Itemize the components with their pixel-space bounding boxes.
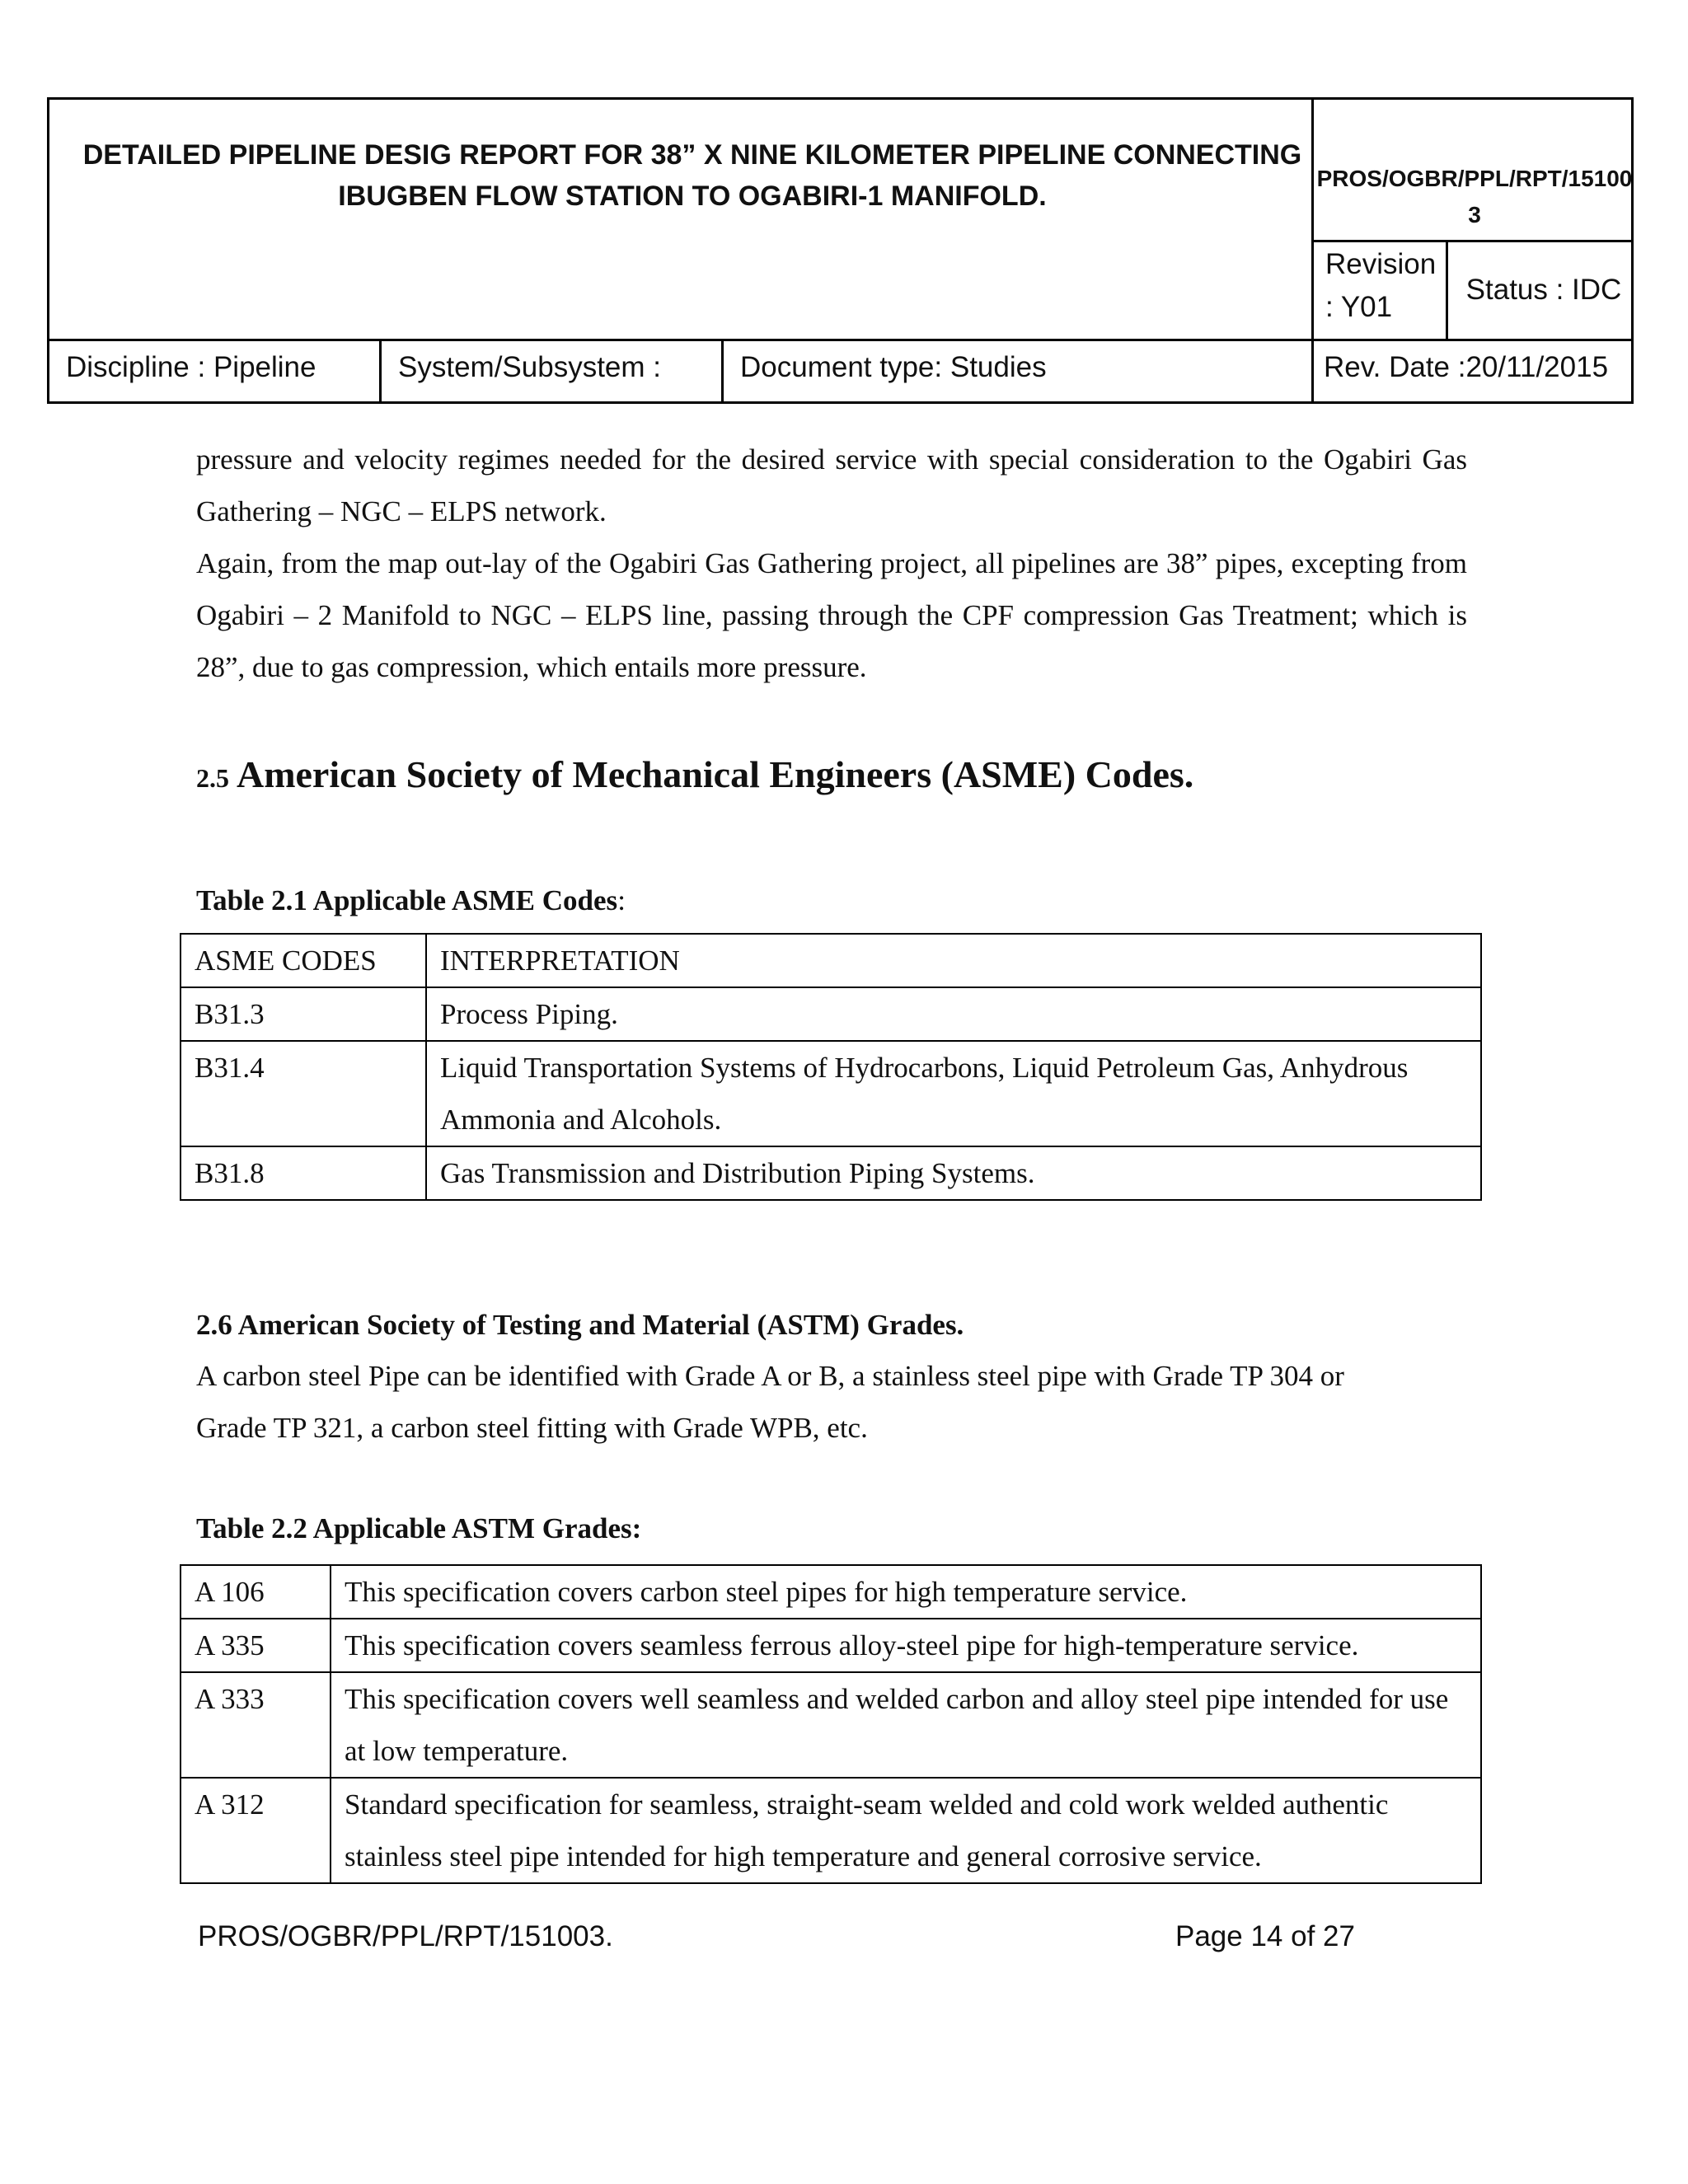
table-row <box>181 1565 1481 1619</box>
revision-date-label: Rev. Date :20/11/2015 <box>1324 351 1609 383</box>
header-divider <box>721 339 724 401</box>
header-divider <box>49 339 1631 341</box>
document-title: DETAILED PIPELINE DESIG REPORT FOR 38” X NINE KILOMETER PIPELINE CONNECTING IBUGBEN FLOW STATION TO OGABIRI-1 MANIFOLD. <box>82 139 1302 212</box>
subsystem-label: System/Subsystem : <box>398 351 661 383</box>
astm-grades-table <box>180 1564 1482 1884</box>
table-cell: B31.3 <box>181 987 426 1041</box>
header-divider <box>1311 240 1631 242</box>
table-cell: Liquid Transportation Systems of Hydrocarbons, Liquid Petroleum Gas, Anhydrous Ammonia and Alcohols. <box>426 1041 1481 1146</box>
table-cell: B31.8 <box>181 1146 426 1200</box>
document-type-label: Document type: Studies <box>740 351 1047 383</box>
section-heading-2-6: 2.6 American Society of Testing and Material (ASTM) Grades. <box>196 1309 964 1341</box>
table-cell: A 333 <box>181 1672 331 1778</box>
table-cell: This specification covers carbon steel pipes for high temperature service. <box>331 1565 1481 1619</box>
asme-codes-table <box>180 933 1482 1201</box>
paragraph-line: Gathering – NGC – ELPS network. <box>196 495 607 527</box>
section-title: American Society of Mechanical Engineers (ASME) Codes. <box>236 753 1194 795</box>
paragraph-line: A carbon steel Pipe can be identified with Grade A or B, a stainless steel pipe with Grade TP 304 or <box>196 1360 1344 1392</box>
table-row <box>181 987 1481 1041</box>
table-row <box>181 1041 1481 1146</box>
table-row <box>181 1619 1481 1672</box>
table-cell: B31.4 <box>181 1041 426 1146</box>
section-number: 2.5 <box>196 763 229 793</box>
table-cell: Gas Transmission and Distribution Piping Systems. <box>426 1146 1481 1200</box>
table-cell: A 106 <box>181 1565 331 1619</box>
header-divider <box>379 339 382 401</box>
paragraph: Again, from the map out-lay of the Ogabiri Gas Gathering project, all pipelines are 38” pipes, excepting from Ogabiri – 2 Manifold to NGC – ELPS line, passing through the CPF compression Gas Treatment; which is 28”, due to gas compression, which entails more pressure. <box>196 547 1467 683</box>
document-number: PROS/OGBR/PPL/RPT/151003 <box>1316 166 1633 227</box>
section-heading-2-5 <box>196 746 1193 807</box>
table-cell: This specification covers well seamless and welded carbon and alloy steel pipe intended for use at low temperature. <box>331 1672 1481 1778</box>
status-label: Status : IDC <box>1465 274 1622 306</box>
table-header-cell: ASME CODES <box>181 934 426 987</box>
table-cell: Process Piping. <box>426 987 1481 1041</box>
revision-label: Revision : Y01 <box>1325 248 1437 323</box>
table-caption <box>196 1508 641 1549</box>
discipline-label: Discipline : Pipeline <box>66 351 316 383</box>
paragraph-line: Grade TP 321, a carbon steel fitting with Grade WPB, etc. <box>196 1412 868 1444</box>
table-cell: A 312 <box>181 1778 331 1883</box>
table-caption-text: Table 2.2 Applicable ASTM Grades: <box>196 1512 642 1544</box>
paragraph-line: pressure and velocity regimes needed for the desired service with special consideration to the Ogabiri Gas <box>196 443 1467 476</box>
table-header-cell: INTERPRETATION <box>426 934 1481 987</box>
table-row <box>181 1778 1481 1883</box>
table-caption <box>196 880 626 921</box>
table-row <box>181 1672 1481 1778</box>
document-header <box>47 97 1634 404</box>
header-divider <box>1311 100 1314 401</box>
table-row <box>181 1146 1481 1200</box>
table-cell: This specification covers seamless ferrous alloy-steel pipe for high-temperature service. <box>331 1619 1481 1672</box>
table-cell: Standard specification for seamless, straight-seam welded and cold work welded authentic stainless steel pipe intended for high temperature and general corrosive service. <box>331 1778 1481 1883</box>
table-caption-suffix: : <box>617 884 626 916</box>
footer-page-number: Page 14 of 27 <box>1175 1920 1355 1952</box>
table-caption-text: Table 2.1 Applicable ASME Codes <box>196 884 618 916</box>
footer-document-number: PROS/OGBR/PPL/RPT/151003. <box>198 1920 613 1952</box>
table-cell: A 335 <box>181 1619 331 1672</box>
table-header-row <box>181 934 1481 987</box>
